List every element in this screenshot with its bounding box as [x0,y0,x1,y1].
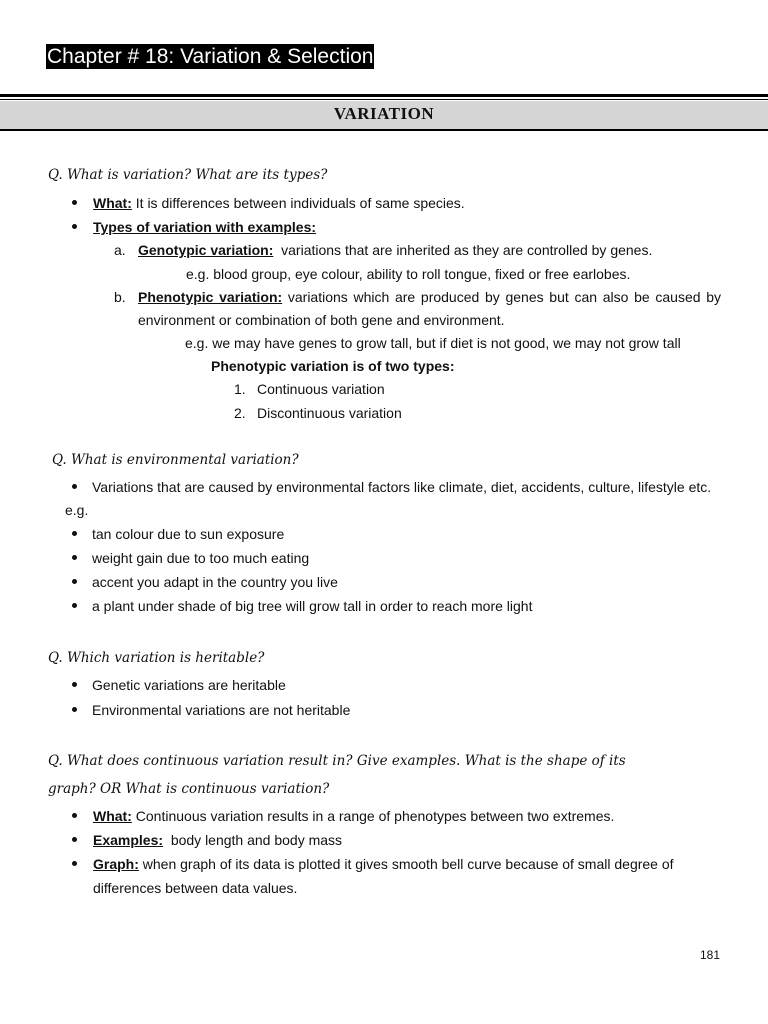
question-environmental-variation: Q. What is environmental variation? [52,452,299,468]
chapter-title: Chapter # 18: Variation & Selection [47,45,374,68]
phenotypic-label: Phenotypic variation: [138,289,283,305]
types-heading: Types of variation with examples: [93,219,317,235]
list-item: accent you adapt in the country you live [92,574,338,590]
phenotypic-example: e.g. we may have genes to grow tall, but if diet is not good, we may not grow tall [185,335,681,351]
list-item: a plant under shade of big tree will grow tall in order to reach more light [92,598,533,614]
list-item: Genetic variations are heritable [92,677,286,693]
bullet [72,579,77,584]
genotypic-text: variations that are inherited as they are controlled by genes. [281,242,653,258]
list-item: tan colour due to sun exposure [92,526,285,542]
genotypic-label: Genotypic variation: [138,242,274,258]
banner-rule-thick [0,94,768,97]
genotypic-line [138,241,652,259]
list-item: Environmental variations are not heritable [92,702,351,718]
what-text: Continuous variation results in a range of phenotypes between two extremes. [135,808,615,824]
genotypic-example: e.g. blood group, eye colour, ability to roll tongue, fixed or free earlobes. [186,266,631,282]
bullet [72,555,77,560]
eg-label: e.g. [65,502,89,518]
list-marker-b: b. [114,289,126,305]
bullet [72,531,77,536]
continuous-variation-item: Continuous variation [257,381,385,397]
what-text: It is differences between individuals of same species. [135,195,465,211]
list-marker-1: 1. [234,381,246,397]
bullet [72,484,77,489]
bullet [72,682,77,687]
bullet [72,707,77,712]
question-heritable-variation: Q. Which variation is heritable? [48,650,265,666]
list-item: weight gain due to too much eating [92,550,310,566]
phenotypic-types-heading: Phenotypic variation is of two types: [211,358,455,374]
continuous-examples-line [93,831,342,849]
environmental-definition: Variations that are caused by environmental factors like climate, diet, accidents, culture, lifestyle etc. [92,479,712,495]
discontinuous-variation-item: Discontinuous variation [257,405,402,421]
examples-text: body length and body mass [170,832,343,848]
banner-rule-thin [0,99,768,100]
page-number: 181 [700,948,721,962]
phenotypic-text-1: variations which are produced by genes but can also be caused by [287,289,721,305]
bullet [72,603,77,608]
bullet [72,837,77,842]
question-continuous-variation-line-1: Q. What does continuous variation result in? Give examples. What is the shape of its [48,753,626,769]
continuous-graph-line-1 [93,855,674,873]
list-marker-2: 2. [234,405,246,421]
phenotypic-line-1 [138,288,721,306]
section-title: VARIATION [333,104,435,123]
question-continuous-variation-line-2: graph? OR What is continuous variation? [48,781,330,797]
graph-label: Graph: [93,856,139,872]
bullet [72,200,77,205]
phenotypic-text-2: environment or combination of both gene and environment. [138,312,505,328]
what-variation-line [93,194,465,212]
continuous-graph-line-2: differences between data values. [93,880,298,896]
list-marker-a: a. [114,242,126,258]
bullet [72,224,77,229]
continuous-what-line [93,807,614,825]
examples-label: Examples: [93,832,164,848]
question-variation-types: Q. What is variation? What are its types? [48,167,328,183]
what-label: What: [93,808,132,824]
bullet [72,813,77,818]
graph-text-1: when graph of its data is plotted it gives smooth bell curve because of small degree of [142,856,674,872]
bullet [72,861,77,866]
what-label: What: [93,195,132,211]
